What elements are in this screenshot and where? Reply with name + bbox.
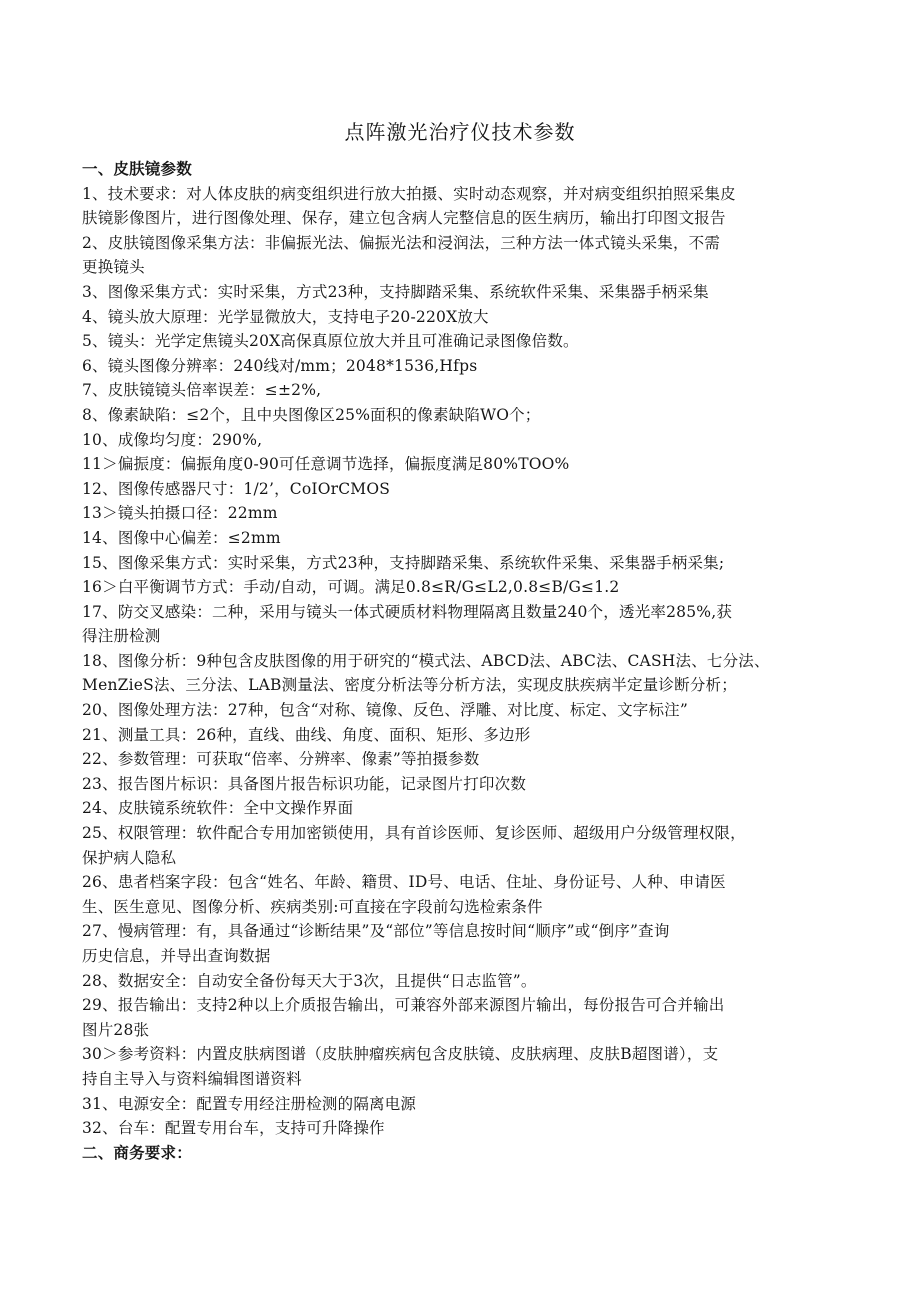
- parameter-line: 12、图像传感器尺寸：1/2’，CoIOrCMOS: [82, 479, 391, 498]
- parameter-line: 27、慢病管理：有，具备通过“诊断结果”及“部位”等信息按时间“顺序”或“倒序”查询: [82, 922, 670, 941]
- parameter-line: 2、皮肤镜图像采集方法：非偏振光法、偏振光法和浸润法，三种方法一体式镜头采集，不需: [82, 233, 721, 252]
- parameter-line: 20、图像处理方法：27种，包含“对称、镜像、反色、浮雕、对比度、标定、文字标注”: [82, 701, 688, 720]
- parameter-line: 肤镜影像图片，进行图像处理、保存，建立包含病人完整信息的医生病历，输出打印图文报告: [82, 209, 726, 228]
- parameter-line: 5、镜头：光学定焦镜头20X高保真原位放大并且可准确记录图像倍数。: [82, 332, 579, 351]
- parameter-line: MenZieS法、三分法、LAB测量法、密度分析法等分析方法，实现皮肤疾病半定量诊断分析；: [82, 676, 737, 695]
- parameter-line: 23、报告图片标识：具备图片报告标识功能，记录图片打印次数: [82, 774, 527, 793]
- parameter-line: 16＞白平衡调节方式：手动/自动，可调。满足0.8≤R/G≤L2,0.8≤B/G≤1.2: [82, 578, 620, 597]
- parameter-line: 6、镜头图像分辨率：240线对/mm；2048*1536,Hfps: [82, 356, 478, 375]
- parameter-line: 4、镜头放大原理：光学显微放大，支持电子20-220X放大: [82, 307, 489, 326]
- parameter-line: 15、图像采集方式：实时采集，方式23种，支持脚踏采集、系统软件采集、采集器手柄采集;: [82, 553, 725, 572]
- parameter-line: 13＞镜头拍摄口径：22mm: [82, 504, 278, 523]
- parameter-line: 8、像素缺陷：≤2个，且中央图像区25%面积的像素缺陷WO个；: [82, 405, 541, 424]
- parameter-line: 历史信息，并导出查询数据: [82, 947, 271, 965]
- parameter-line: 25、权限管理：软件配合专用加密锁使用，具有首诊医师、复诊医师、超级用户分级管理权限，: [82, 824, 746, 843]
- parameter-line: 18、图像分析：9种包含皮肤图像的用于研究的“模式法、ABCD法、ABC法、CASH法、七分法、: [82, 651, 770, 670]
- parameter-line: 1、技术要求：对人体皮肤的病变组织进行放大拍摄、实时动态观察，并对病变组织拍照采集皮: [82, 184, 736, 203]
- parameter-line: 更换镜头: [82, 258, 145, 277]
- parameter-line: 生、医生意见、图像分析、疾病类别:可直接在字段前勾选检索条件: [82, 897, 543, 916]
- parameter-line: 7、皮肤镜镜头倍率误差：≤±2%,: [82, 381, 322, 400]
- parameter-line: 10、成像均匀度：290%,: [82, 430, 263, 449]
- parameter-line: 21、测量工具：26种，直线、曲线、角度、面积、矩形、多边形: [82, 725, 531, 744]
- section-heading-dermatoscope: 一、皮肤镜参数: [82, 160, 192, 178]
- section-heading-business: 二、商务要求：: [82, 1143, 192, 1162]
- parameter-line: 图片28张: [82, 1020, 150, 1039]
- parameter-line: 22、参数管理：可获取“倍率、分辨率、像素”等拍摄参数: [82, 750, 480, 769]
- parameter-line: 29、报告输出：支持2种以上介质报告输出，可兼容外部来源图片输出，每份报告可合并输出: [82, 996, 725, 1015]
- parameter-line: 30＞参考资料：内置皮肤病图谱（皮肤肿瘤疾病包含皮肤镜、皮肤病理、皮肤B超图谱），支: [82, 1045, 719, 1064]
- parameter-line: 保护病人隐私: [82, 848, 177, 867]
- parameter-line: 得注册检测: [82, 627, 161, 646]
- parameter-line: 3、图像采集方式：实时采集，方式23种，支持脚踏采集、系统软件采集、采集器手柄采集: [82, 282, 709, 301]
- document-title: 点阵激光治疗仪技术参数: [344, 120, 576, 144]
- parameter-line: 11＞偏振度：偏振角度0-90可任意调节选择，偏振度满足80%TOO%: [82, 455, 570, 474]
- parameter-list: [82, 182, 842, 1141]
- parameter-line: 24、皮肤镜系统软件：全中文操作界面: [82, 799, 354, 818]
- parameter-line: 31、电源安全：配置专用经注册检测的隔离电源: [82, 1094, 417, 1113]
- parameter-line: 26、患者档案字段：包含“姓名、年龄、籍贯、ID号、电话、住址、身份证号、人种、申请医: [82, 873, 726, 892]
- parameter-line: 持自主导入与资料编辑图谱资料: [82, 1069, 302, 1088]
- parameter-line: 17、防交叉感染：二种，采用与镜头一体式硬质材料物理隔离且数量240个，透光率285%,获: [82, 602, 733, 621]
- parameter-line: 28、数据安全：自动安全备份每天大于3次，且提供“日志监管”。: [82, 971, 537, 990]
- parameter-line: 32、台车：配置专用台车，支持可升降操作: [82, 1119, 385, 1138]
- document-body: [82, 157, 842, 1165]
- parameter-line: 14、图像中心偏差：≤2mm: [82, 528, 281, 547]
